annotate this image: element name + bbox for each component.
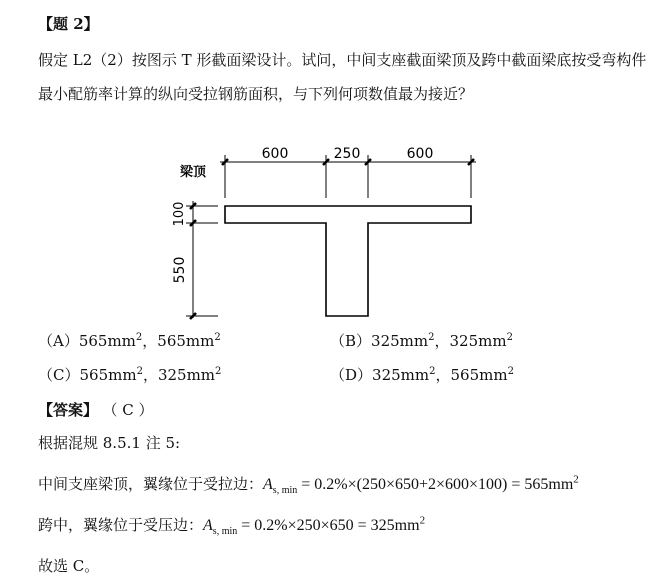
answer-label: 【答案】 bbox=[38, 401, 99, 419]
dim-flange-left: 600 bbox=[261, 146, 289, 162]
support-prefix: 中间支座梁顶，翼缘位于受拉边： bbox=[38, 475, 264, 493]
question-title: 【题 2】 bbox=[38, 15, 99, 33]
beam-top-label: 梁顶 bbox=[180, 165, 207, 180]
question-text-line2: 最小配筋率计算的纵向受拉钢筋面积，与下列何项数值最为接近？ bbox=[38, 85, 474, 103]
dim-flange-thickness: 100 bbox=[172, 201, 187, 227]
support-formula: $A_{s, min} = 0.2\%\times(250\times 650+2\times 600\times 100) = 565mm^2$ bbox=[263, 473, 579, 497]
option-a: $(A)565mm^2$，$565mm^2$ bbox=[38, 332, 221, 350]
t-section-outline bbox=[225, 206, 471, 316]
answer-line bbox=[38, 403, 154, 418]
midspan-prefix: 跨中，翼缘位于受压边： bbox=[38, 516, 204, 534]
option-c: $(C)565mm^2$，$325mm^2$ bbox=[38, 366, 222, 384]
dim-web-width: 250 bbox=[333, 146, 361, 162]
question-text-line1: 假定 L2（2）按图示 T 形截面梁设计。试问，中间支座截面梁顶及跨中截面梁底按受弯构件 bbox=[38, 51, 647, 69]
solution-support-line bbox=[38, 473, 579, 497]
answer-value: （ C ） bbox=[110, 401, 154, 419]
solution-basis: 根据混规 8.5.1 注 5: bbox=[38, 434, 181, 452]
dim-flange-right: 600 bbox=[406, 146, 434, 162]
midspan-formula: $A_{s, min} = 0.2\%\times 250\times 650 = 325mm^2$ bbox=[203, 514, 426, 538]
solution-midspan-line bbox=[38, 514, 426, 538]
option-b: $(B)325mm^2$，$325mm^2$ bbox=[330, 332, 513, 350]
dim-web-height: 550 bbox=[172, 256, 188, 284]
solution-conclusion: 故选 C。 bbox=[38, 557, 100, 575]
option-d: $(D)325mm^2$，$565mm^2$ bbox=[330, 366, 514, 384]
